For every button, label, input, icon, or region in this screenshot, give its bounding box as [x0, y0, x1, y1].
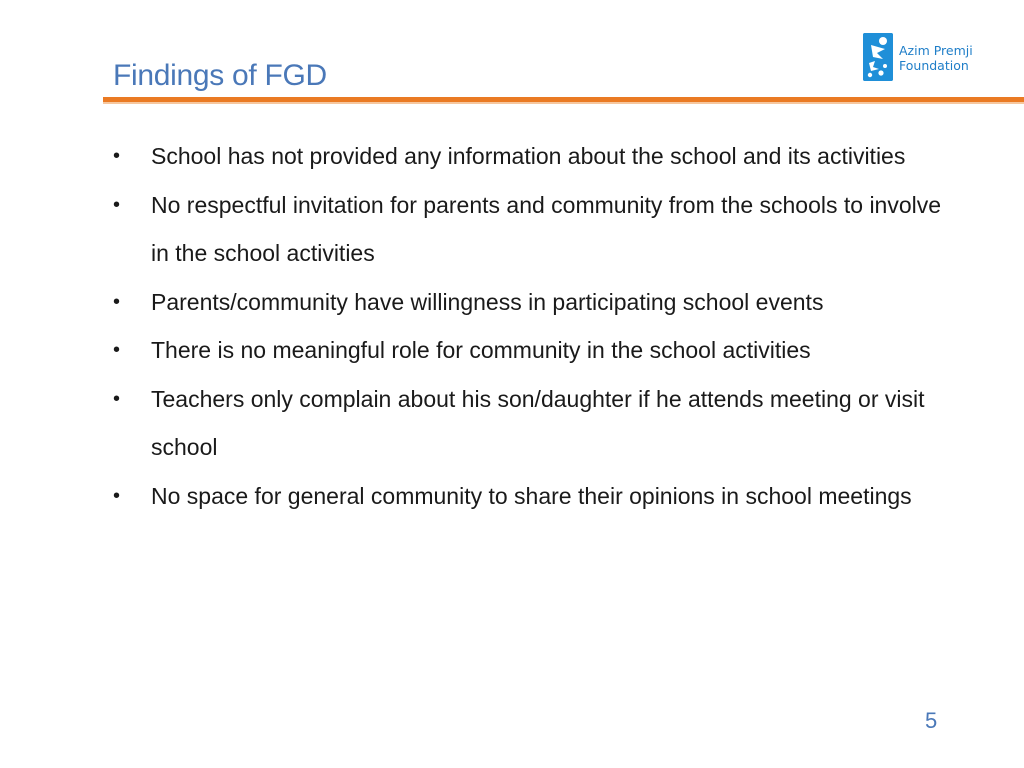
bullet-text: No space for general community to share their opinions in school meetings: [151, 482, 912, 509]
list-item: [113, 278, 953, 327]
foundation-logo: [863, 33, 988, 83]
logo-figure-svg: [863, 33, 893, 81]
logo-line-1: Azim Premji: [899, 43, 973, 58]
list-item: [113, 326, 953, 375]
list-item: [113, 472, 953, 521]
logo-line-2: Foundation: [899, 58, 969, 73]
bullet-text: Teachers only complain about his son/daughter if he attends meeting or visit school: [151, 385, 925, 460]
list-item: [113, 375, 953, 472]
list-item: [113, 181, 953, 278]
bullet-icon: •: [113, 145, 121, 167]
bullet-text: Parents/community have willingness in participating school events: [151, 288, 824, 315]
title-underline-shadow: [103, 102, 1024, 104]
slide-title: Findings of FGD: [113, 59, 327, 92]
bullet-icon: •: [113, 484, 121, 507]
bullet-icon: •: [113, 290, 121, 313]
bullet-icon: •: [113, 339, 121, 361]
page-number: 5: [925, 708, 938, 733]
bullet-text: School has not provided any information about the school and its activities: [151, 143, 906, 169]
bullet-icon: •: [113, 387, 121, 410]
findings-list: [113, 132, 953, 520]
logo-wordmark: [899, 43, 973, 73]
logo-figure-icon: [863, 33, 893, 81]
bullet-text: No respectful invitation for parents and community from the schools to involve in the school activities: [151, 191, 942, 266]
bullet-icon: •: [113, 193, 121, 216]
list-item: [113, 132, 953, 181]
bullet-text: There is no meaningful role for community in the school activities: [151, 337, 811, 363]
